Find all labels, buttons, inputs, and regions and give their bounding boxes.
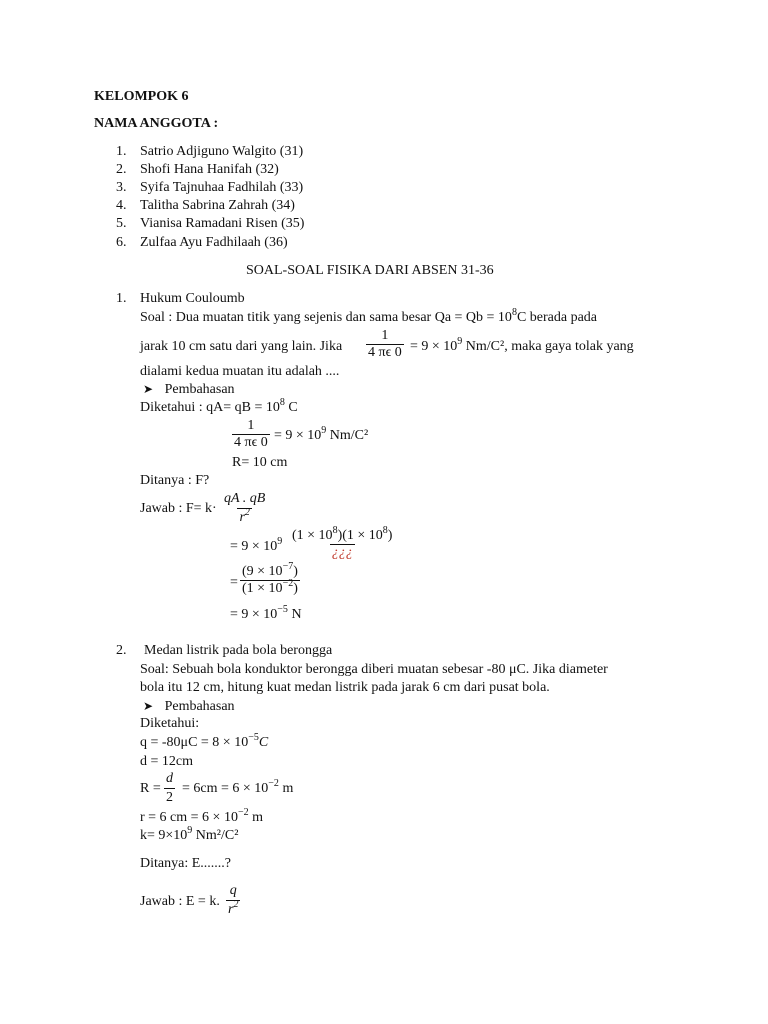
q1-step2-fraction xyxy=(240,561,300,597)
step-text: = 9 × 10 xyxy=(230,539,278,554)
step-text: ) xyxy=(387,528,393,543)
unit: Nm/C² xyxy=(329,428,369,443)
q1-k-fraction xyxy=(366,328,404,361)
section-title: SOAL-SOAL FISIKA DARI ABSEN 31-36 xyxy=(246,263,494,278)
pembahasan-label: Pembahasan xyxy=(164,699,235,714)
q2-field-fraction xyxy=(226,882,240,919)
exponent: −2 xyxy=(268,778,279,789)
q2-title: Medan listrik pada bola berongga xyxy=(144,643,333,658)
q1-soal-text: Soal : Dua muatan titik yang sejenis dan sama besar Qa = Qb = 10 xyxy=(140,310,512,325)
q1-soal-text: = 9 × 10 xyxy=(410,339,458,354)
exponent: −5 xyxy=(248,732,259,743)
q1-pembahasan xyxy=(143,380,235,399)
list-number: 2. xyxy=(116,162,127,177)
q1-jawab: Jawab : F= k· xyxy=(140,501,217,516)
exponent: 8 xyxy=(279,397,285,408)
denominator-r: r xyxy=(228,902,234,917)
q1-soal-line2b xyxy=(410,338,634,356)
members-label: NAMA ANGGOTA : xyxy=(94,116,219,131)
exponent: 9 xyxy=(187,825,193,836)
q1-force-fraction xyxy=(222,490,267,527)
member-name: Shofi Hana Hanifah (32) xyxy=(140,162,279,177)
k-value: = 9 × 10 xyxy=(274,428,322,443)
q1-soal-text: C berada pada xyxy=(516,310,598,325)
q2-ditanya: Ditanya: E.......? xyxy=(140,856,231,871)
step-text: ) xyxy=(293,581,298,596)
member-name: Satrio Adjiguno Walgito (31) xyxy=(140,144,304,159)
fraction-denominator: 2 xyxy=(166,790,173,805)
exponent: 9 xyxy=(321,425,327,436)
arrowhead-bullet-icon: ➤ xyxy=(143,382,154,396)
exponent: 8 xyxy=(511,307,517,318)
q2-jawab: Jawab : E = k. xyxy=(140,894,220,909)
q1-k-fraction-2 xyxy=(232,418,270,451)
unit: Nm²/C² xyxy=(195,828,239,843)
step-text: k= 9×10 xyxy=(140,828,188,843)
unit: N xyxy=(291,607,302,622)
exponent: 8 xyxy=(332,525,338,536)
list-number: 1. xyxy=(116,144,127,159)
fraction-numerator: 1 xyxy=(247,418,255,433)
group-heading: KELOMPOK 6 xyxy=(94,89,189,104)
exponent: −2 xyxy=(282,578,294,589)
step-text: )(1 × 10 xyxy=(337,528,383,543)
q1-number: 1. xyxy=(116,291,127,306)
q2-k-line xyxy=(140,827,238,845)
q2-q-line xyxy=(140,734,268,752)
fraction-denominator xyxy=(240,580,300,597)
fraction-numerator: 1 xyxy=(381,328,389,343)
fraction-denominator xyxy=(237,508,251,527)
q1-r-value: R= 10 cm xyxy=(232,455,288,470)
list-number: 4. xyxy=(116,198,127,213)
exponent: 9 xyxy=(457,336,463,347)
exponent: 2 xyxy=(244,507,250,518)
exponent: −7 xyxy=(282,561,294,572)
q2-R-rhs xyxy=(182,780,293,798)
q1-k-value xyxy=(274,427,368,445)
q1-soal-text: Nm/C², maka gaya tolak yang xyxy=(465,339,634,354)
q1-step2-eq: = xyxy=(230,575,238,590)
fraction-denominator xyxy=(226,900,240,919)
q2-soal-line1: Soal: Sebuah bola konduktor berongga diberi muatan sebesar -80 μC. Jika diameter xyxy=(140,662,608,677)
step-text: ) xyxy=(293,564,298,579)
q2-number: 2. xyxy=(116,643,127,658)
step-text: = 9 × 10 xyxy=(230,607,278,622)
step-text: = 6cm = 6 × 10 xyxy=(182,781,269,796)
q2-d-line: d = 12cm xyxy=(140,754,193,769)
q1-step3 xyxy=(230,606,302,624)
q2-soal-line2: bola itu 12 cm, hitung kuat medan listrik pada jarak 6 cm dari pusat bola. xyxy=(140,680,550,695)
step-text: (1 × 10 xyxy=(242,581,283,596)
pembahasan-label: Pembahasan xyxy=(164,382,235,397)
unit: m xyxy=(282,781,294,796)
q1-soal-line2a: jarak 10 cm satu dari yang lain. Jika xyxy=(140,339,343,354)
member-name: Syifa Tajnuhaa Fadhilah (33) xyxy=(140,180,304,195)
fraction-numerator: q xyxy=(229,883,237,898)
list-number: 3. xyxy=(116,180,127,195)
exponent: 9 xyxy=(277,536,283,547)
q2-R-fraction xyxy=(164,770,175,807)
step-text: r = 6 cm = 6 × 10 xyxy=(140,810,238,825)
q1-step1-fraction xyxy=(290,525,394,561)
exponent: 8 xyxy=(382,525,388,536)
member-name: Vianisa Ramadani Risen (35) xyxy=(140,216,305,231)
fraction-numerator: qA . qB xyxy=(224,491,266,506)
fraction-numerator xyxy=(290,525,394,544)
denominator-r: r xyxy=(239,510,245,525)
arrowhead-bullet-icon: ➤ xyxy=(143,699,154,713)
list-number: 5. xyxy=(116,216,127,231)
unit: C xyxy=(288,400,298,415)
member-name: Zulfaa Ayu Fadhilaah (36) xyxy=(140,235,288,250)
q1-ditanya: Ditanya : F? xyxy=(140,473,210,488)
q1-soal-line1 xyxy=(140,309,597,327)
q2-pembahasan xyxy=(143,697,235,716)
q1-title: Hukum Couloumb xyxy=(140,291,245,306)
q1-step1-lhs xyxy=(230,538,282,556)
q2-diketahui: Diketahui: xyxy=(140,716,200,731)
step-text: (9 × 10 xyxy=(242,564,283,579)
exponent: −2 xyxy=(237,807,249,818)
step-text: (1 × 10 xyxy=(292,528,333,543)
step-text: q = -80μC = 8 × 10 xyxy=(140,735,249,750)
unit: m xyxy=(252,810,263,825)
diketahui-text: Diketahui : qA= qB = 10 xyxy=(140,400,280,415)
fraction-denominator: 4 πϵ 0 xyxy=(234,435,268,450)
exponent: −5 xyxy=(277,604,288,615)
member-name: Talitha Sabrina Zahrah (34) xyxy=(140,198,295,213)
q2-r-line xyxy=(140,809,263,827)
list-number: 6. xyxy=(116,235,127,250)
fraction-numerator: d xyxy=(166,771,173,786)
q1-soal-line3: dialami kedua muatan itu adalah .... xyxy=(140,364,340,379)
q2-R-lhs: R = xyxy=(140,781,161,796)
unit: C xyxy=(258,735,269,750)
q1-diketahui xyxy=(140,399,298,417)
fraction-denominator: 4 πϵ 0 xyxy=(368,345,402,360)
fraction-denominator: ¿¿¿ xyxy=(331,545,353,560)
exponent: 2 xyxy=(233,899,239,910)
